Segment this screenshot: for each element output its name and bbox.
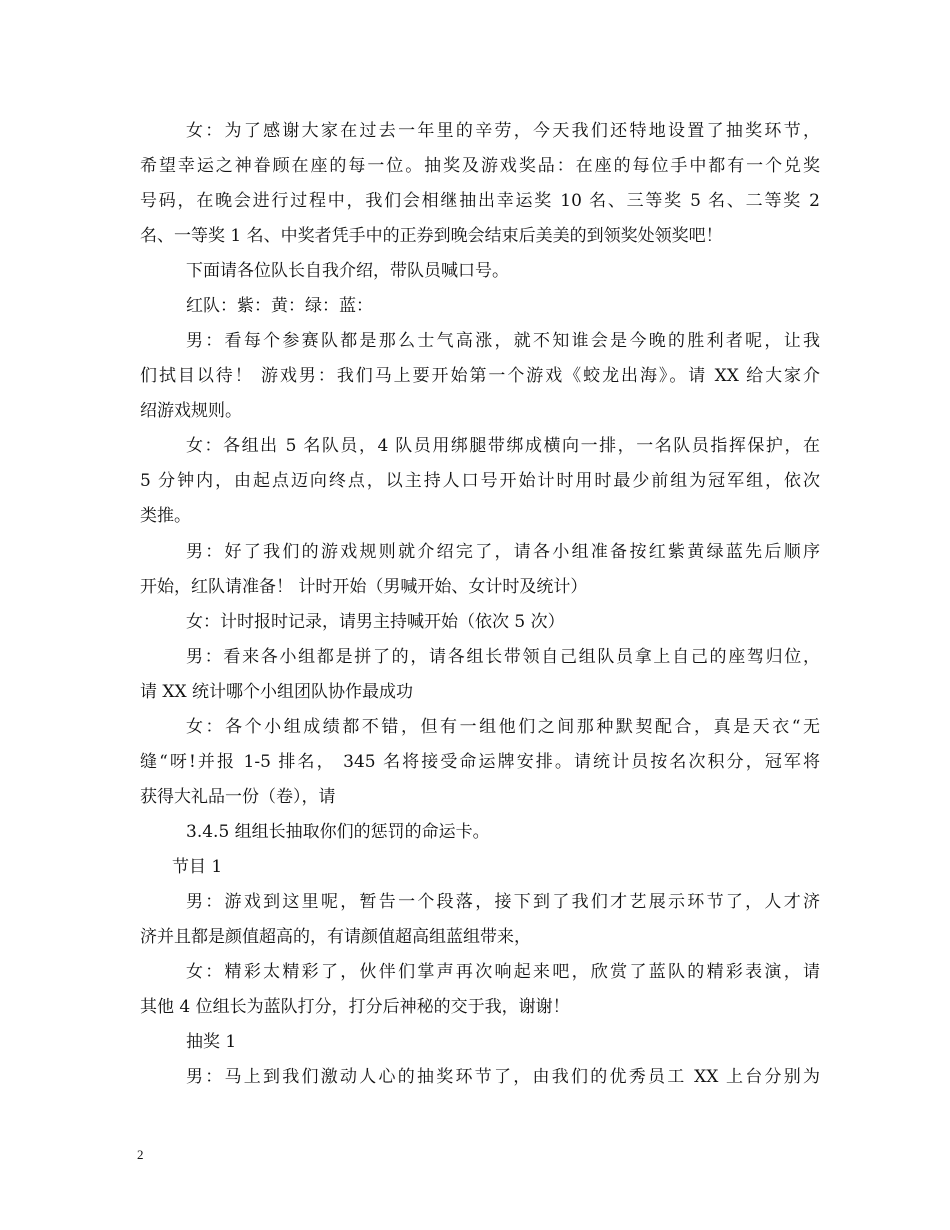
text-line: 开始，红队请准备！ 计时开始（男喊开始、女计时及统计） <box>140 577 588 597</box>
text-line: 名、一等奖 1 名、中奖者凭手中的正券到晚会结束后美美的到领奖处领奖吧！ <box>140 226 723 246</box>
text-line: 缝“呀!并报 1-5 排名， 345 名将接受命运牌安排。请统计员按名次积分，冠军将 <box>140 752 820 772</box>
text-line: 绍游戏规则。 <box>140 401 242 421</box>
text-line: 济并且都是颜值超高的，有请颜值超高组蓝组带来， <box>140 927 531 947</box>
text-line: 号码，在晚会进行过程中，我们会相继抽出幸运奖 10 名、三等奖 5 名、二等奖 2 <box>140 191 821 211</box>
text-line: 其他 4 位组长为蓝队打分，打分后神秘的交于我，谢谢！ <box>140 997 570 1017</box>
text-line: 女：各组出 5 名队员，4 队员用绑腿带绑成横向一排，一名队员指挥保护，在 <box>186 436 820 456</box>
text-line: 男：游戏到这里呢，暂告一个段落，接下到了我们才艺展示环节了，人才济 <box>186 892 820 912</box>
text-line: 5 分钟内，由起点迈向终点，以主持人口号开始计时用时最少前组为冠军组，依次 <box>140 471 820 491</box>
text-line: 请 XX 统计哪个小组团队协作最成功 <box>140 682 414 702</box>
text-line: 获得大礼品一份（卷），请 <box>140 787 336 807</box>
text-line: 红队：紫：黄：绿：蓝： <box>186 296 373 316</box>
text-line: 们拭目以待！ 游戏男：我们马上要开始第一个游戏《蛟龙出海》。请 XX 给大家介 <box>140 366 820 386</box>
page-number: 2 <box>137 1147 144 1162</box>
text-line: 男：马上到我们激动人心的抽奖环节了，由我们的优秀员工 XX 上台分别为 <box>186 1067 820 1087</box>
text-line: 女：精彩太精彩了，伙伴们掌声再次响起来吧，欣赏了蓝队的精彩表演，请 <box>186 962 820 982</box>
text-line: 希望幸运之神眷顾在座的每一位。抽奖及游戏奖品：在座的每位手中都有一个兑奖 <box>140 156 820 176</box>
text-line: 女：计时报时记录，请男主持喊开始（依次 5 次） <box>186 612 565 632</box>
text-line: 男：看每个参赛队都是那么士气高涨，就不知谁会是今晚的胜利者呢，让我 <box>186 331 820 351</box>
text-line: 男：好了我们的游戏规则就介绍完了，请各小组准备按红紫黄绿蓝先后顺序 <box>186 542 820 562</box>
text-line: 节目 1 <box>172 857 223 877</box>
text-line: 女：各个小组成绩都不错，但有一组他们之间那种默契配合，真是天衣“无 <box>186 717 820 737</box>
text-line: 3.4.5 组组长抽取你们的惩罚的命运卡。 <box>186 822 490 842</box>
text-line: 女：为了感谢大家在过去一年里的辛劳，今天我们还特地设置了抽奖环节， <box>186 121 820 141</box>
text-line: 类推。 <box>140 506 191 526</box>
text-line: 抽奖 1 <box>186 1032 237 1052</box>
text-line: 下面请各位队长自我介绍，带队员喊口号。 <box>186 261 509 281</box>
text-line: 男：看来各小组都是拼了的，请各组长带领自己组队员拿上自己的座驾归位， <box>186 647 820 667</box>
